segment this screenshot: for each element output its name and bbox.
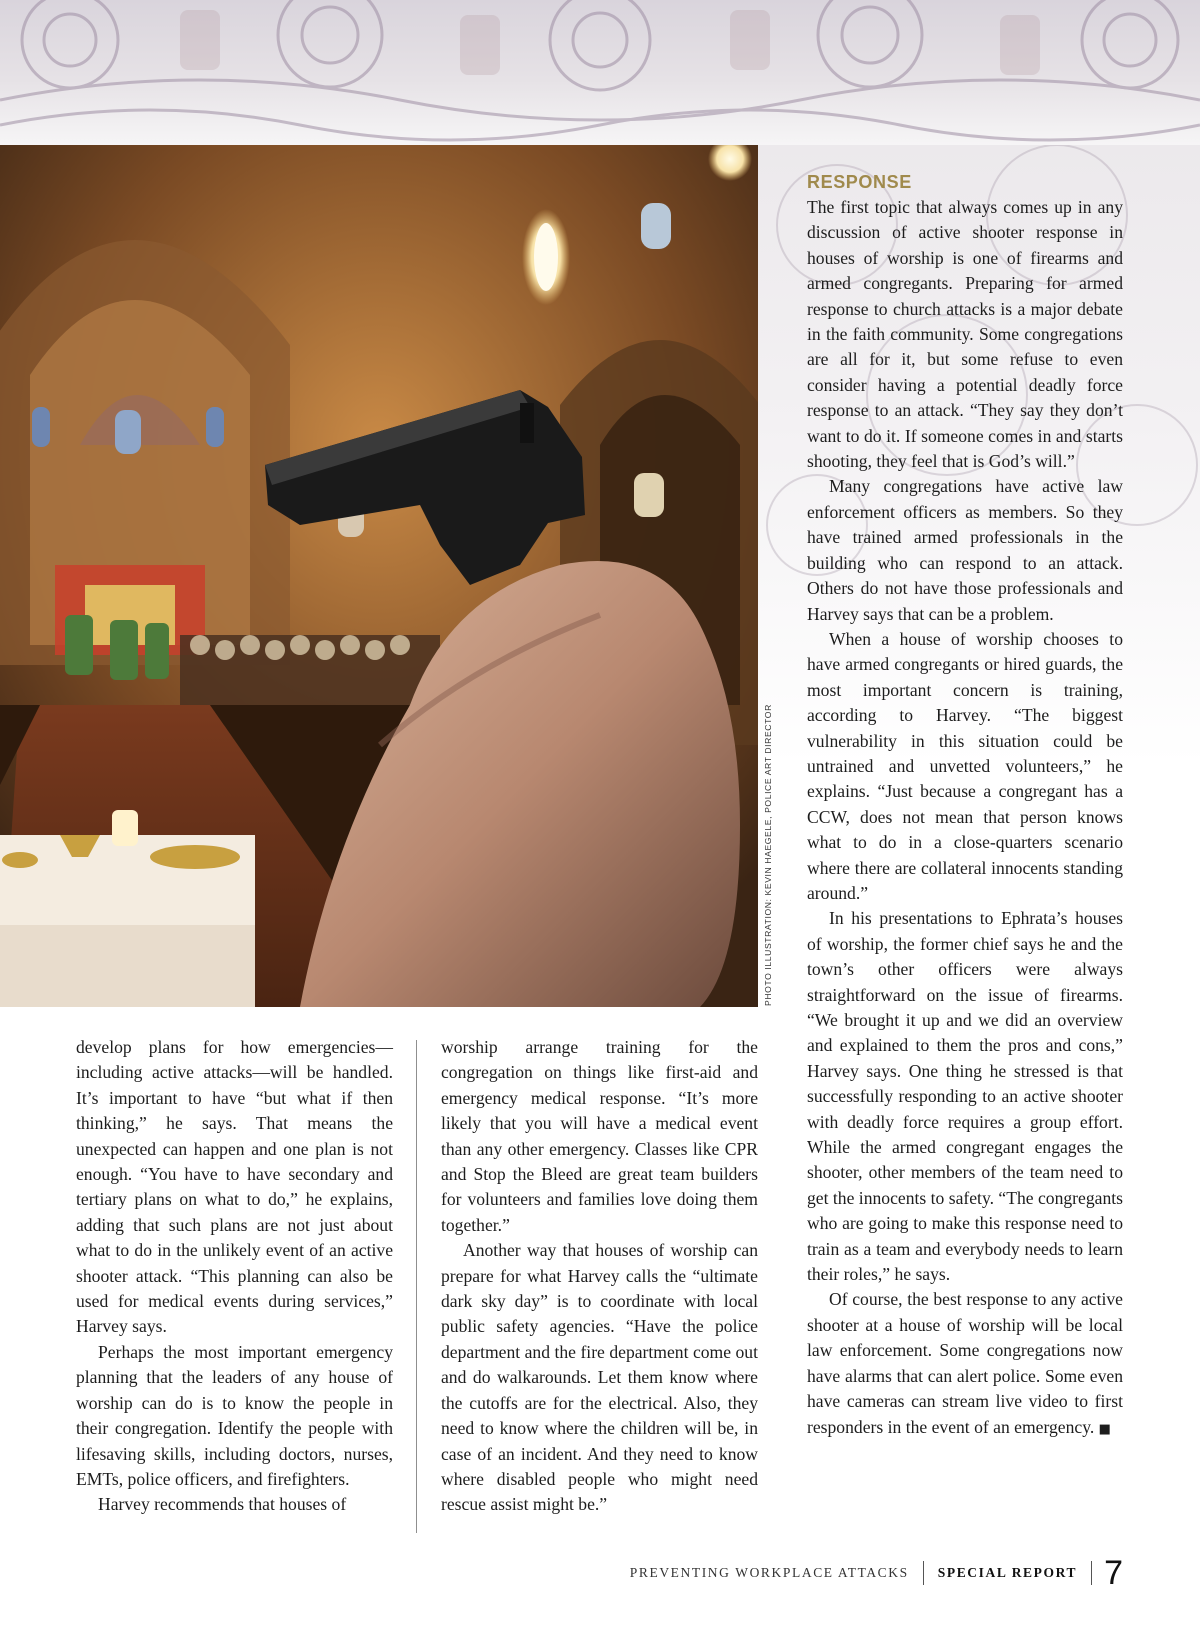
paragraph: The first topic that always comes up in any discussion of active shooter response in houses of worship is one of firearms and armed congregants. Preparing for armed response to church attacks is a major debate in the faith community. Some congregations are all for it, but some refuse to even consider having a potential deadly force response to an attack. “They say they don’t want to do it. If someone comes in and starts shooting, they feel that is God’s will.”	[807, 197, 1123, 472]
paragraph-text: Of course, the best response to any active shooter at a house of worship will be local law enforcement. Some congregations now have alarms that can alert police. Some even have cameras can stream live video to first responders in the event of an emergency.	[807, 1289, 1123, 1437]
paragraph: Perhaps the most important emergency planning that the leaders of any house of worship can do is to know the people in their congregation. Identify the people with lifesaving skills, including doctors, nurses, EMTs, police officers, and firefighters.	[76, 1341, 393, 1489]
article-column-2	[441, 1035, 758, 1518]
photo-credit: PHOTO ILLUSTRATION: KEVIN HAEGELE, POLICE ART DIRECTOR	[763, 704, 773, 1006]
end-mark: ■	[1098, 1421, 1111, 1437]
footer-report: SPECIAL REPORT	[937, 1565, 1078, 1580]
page-footer	[630, 1553, 1123, 1593]
paragraph: worship arrange training for the congregation on things like first-aid and emergency medical response. “It’s more likely that you will have a medical event than any other emergency. Classes like CPR and Stop the Bleed are great team builders for volunteers and families love doing them together.”	[441, 1037, 758, 1235]
footer-separator	[1091, 1561, 1092, 1585]
paragraph-last	[807, 1287, 1123, 1441]
paragraph: In his presentations to Ephrata’s houses of worship, the former chief says he and the town’s other officers were always straightforward on the issue of firearms. “We brought it up and we did an overview and explained to them the pros and cons,” Harvey says. One thing he stressed is that successfully responding to an active shooter with deadly force requires a group effort. While the armed congregant engages the shooter, other members of the team need to get the innocents to safety. “The congregants who are going to make this response need to train as a team and everybody needs to learn their roles,” he says.	[807, 908, 1123, 1285]
article-column-1	[76, 1035, 393, 1518]
paragraph: Harvey recommends that houses of	[98, 1494, 347, 1515]
footer-separator	[923, 1561, 924, 1585]
page-number: 7	[1104, 1553, 1123, 1592]
paragraph: develop plans for how emergencies—including active attacks—will be handled. It’s important to have “but what if then thinking,” he says. That means the unexpected can happen and one plan is not enough. “You have to have secondary and tertiary plans on what to do,” he explains, adding that such plans are not just about what to do in the unlikely event of an active shooter attack. “This planning can also be used for medical events during services,” Harvey says.	[76, 1037, 393, 1337]
article-column-3	[807, 170, 1123, 1442]
paragraph: Another way that houses of worship can prepare for what Harvey calls the “ultimate dark sky day” is to coordinate with local public safety agencies. “Have the police department and the fire department come out and do walkarounds. Let them know where the cutoffs are for the electrical. Also, they need to know where the children will be, in case of an incident. And they need to know where disabled people who might need rescue assist might be.”	[441, 1240, 758, 1515]
section-heading: RESPONSE	[807, 172, 912, 192]
stained-glass-banner	[0, 0, 1200, 145]
church-gun-photo	[0, 145, 758, 1007]
column-divider	[416, 1040, 417, 1533]
footer-section: PREVENTING WORKPLACE ATTACKS	[629, 1565, 909, 1580]
paragraph: When a house of worship chooses to have armed congregants or hired guards, the most important concern is training, according to Harvey. “The biggest vulnerability in this situation could be untrained and unvetted volunteers,” he explains. “Just because a congregant has a CCW, does not mean that person knows what to do in a close-quarters scenario where there are collateral innocents standing around.”	[807, 628, 1123, 903]
paragraph: Many congregations have active law enforcement officers as members. So they have trained armed professionals in the building who can respond to an attack. Others do not have those professionals and Harvey says that can be a problem.	[807, 476, 1123, 624]
